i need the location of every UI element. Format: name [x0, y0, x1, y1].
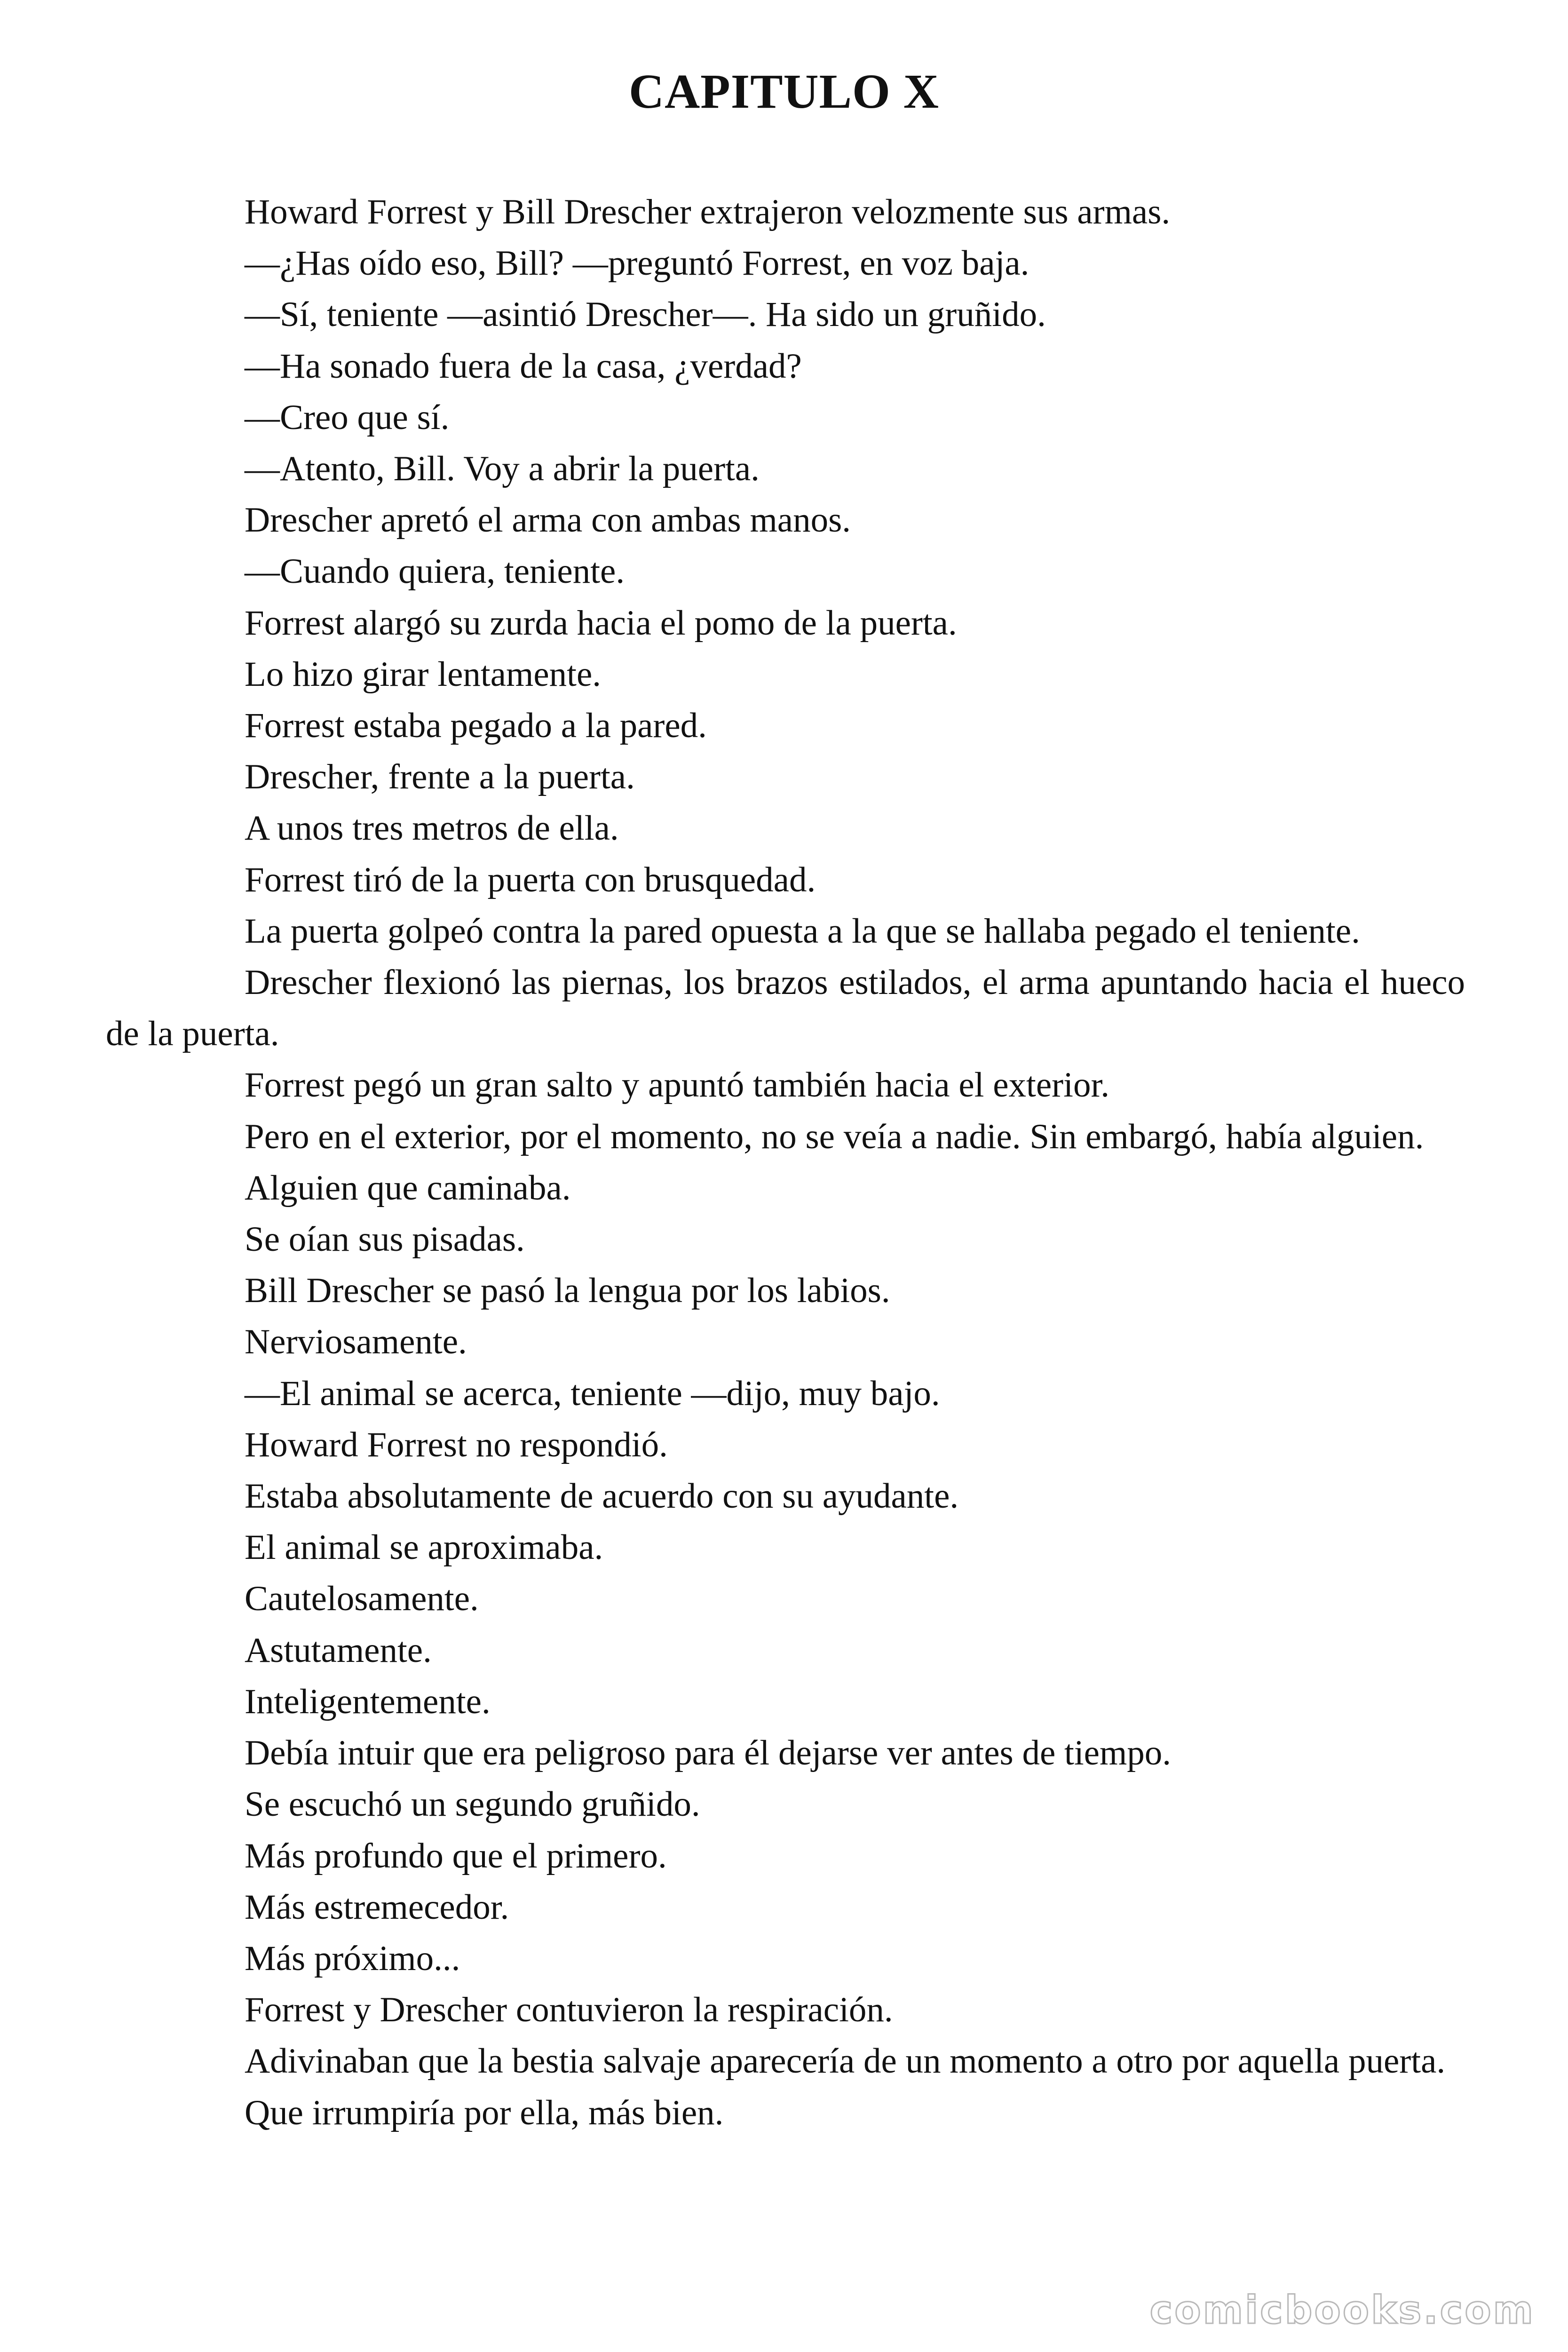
- paragraph: Astutamente.: [245, 1630, 432, 1670]
- paragraph: Más estremecedor.: [245, 1887, 509, 1927]
- paragraph: Más profundo que el primero.: [245, 1836, 667, 1875]
- paragraph: Forrest y Drescher contuvieron la respiración.: [245, 1990, 893, 2030]
- paragraph: —El animal se acerca, teniente —dijo, muy bajo.: [245, 1374, 940, 1413]
- paragraph: Forrest estaba pegado a la pared.: [245, 706, 707, 746]
- paragraph: Se oían sus pisadas.: [245, 1220, 525, 1259]
- paragraph: —Creo que sí.: [245, 397, 450, 437]
- paragraph: Forrest pegó un gran salto y apuntó también hacia el exterior.: [245, 1065, 1110, 1105]
- paragraph: Drescher apretó el arma con ambas manos.: [245, 501, 851, 540]
- paragraph: —Atento, Bill. Voy a abrir la puerta.: [245, 449, 760, 489]
- paragraph: Howard Forrest y Bill Drescher extrajeron velozmente sus armas.: [245, 192, 1171, 231]
- paragraph: Drescher, frente a la puerta.: [245, 757, 635, 797]
- paragraph: —Sí, teniente —asintió Drescher—. Ha sido un gruñido.: [245, 295, 1046, 334]
- paragraph: A unos tres metros de ella.: [245, 809, 619, 848]
- paragraph: Lo hizo girar lentamente.: [245, 654, 602, 694]
- paragraph: —Cuando quiera, teniente.: [245, 552, 625, 591]
- paragraph: Se escuchó un segundo gruñido.: [245, 1785, 700, 1824]
- chapter-body: [106, 186, 1465, 2138]
- paragraph: Howard Forrest no respondió.: [245, 1425, 668, 1464]
- paragraph: Nerviosamente.: [245, 1322, 467, 1362]
- chapter-title: CAPITULO X: [628, 64, 940, 119]
- paragraph: —Ha sonado fuera de la casa, ¿verdad?: [245, 346, 802, 386]
- paragraph: El animal se aproximaba.: [245, 1528, 603, 1567]
- paragraph: Alguien que caminaba.: [245, 1168, 571, 1208]
- paragraph: La puerta golpeó contra la pared opuesta a la que se hallaba pegado el teniente.: [245, 911, 1360, 951]
- paragraph: Forrest tiró de la puerta con brusquedad.: [245, 860, 816, 899]
- paragraph: Debía intuir que era peligroso para él dejarse ver antes de tiempo.: [245, 1733, 1172, 1773]
- paragraph: Cautelosamente.: [245, 1579, 479, 1619]
- paragraph: Forrest alargó su zurda hacia el pomo de la puerta.: [245, 603, 957, 643]
- paragraph: Bill Drescher se pasó la lengua por los labios.: [245, 1271, 890, 1311]
- paragraph: Pero en el exterior, por el momento, no se veía a nadie. Sin embargó, había alguien.: [245, 1117, 1424, 1156]
- paragraph: —¿Has oído eso, Bill? —preguntó Forrest, en voz baja.: [245, 244, 1029, 283]
- paragraph: Adivinaban que la bestia salvaje aparecería de un momento a otro por aquella puerta.: [245, 2042, 1446, 2081]
- paragraph: Más próximo...: [245, 1939, 460, 1978]
- paragraph: Estaba absolutamente de acuerdo con su ayudante.: [245, 1477, 959, 1516]
- paragraph: Que irrumpiría por ella, más bien.: [245, 2093, 724, 2132]
- paragraph: Drescher flexionó las piernas, los brazos estilados, el arma apuntando hacia el hueco de la puerta.: [106, 963, 1465, 1054]
- watermark-logo: comicbooks.com: [1149, 2288, 1535, 2333]
- paragraph: Inteligentemente.: [245, 1682, 491, 1721]
